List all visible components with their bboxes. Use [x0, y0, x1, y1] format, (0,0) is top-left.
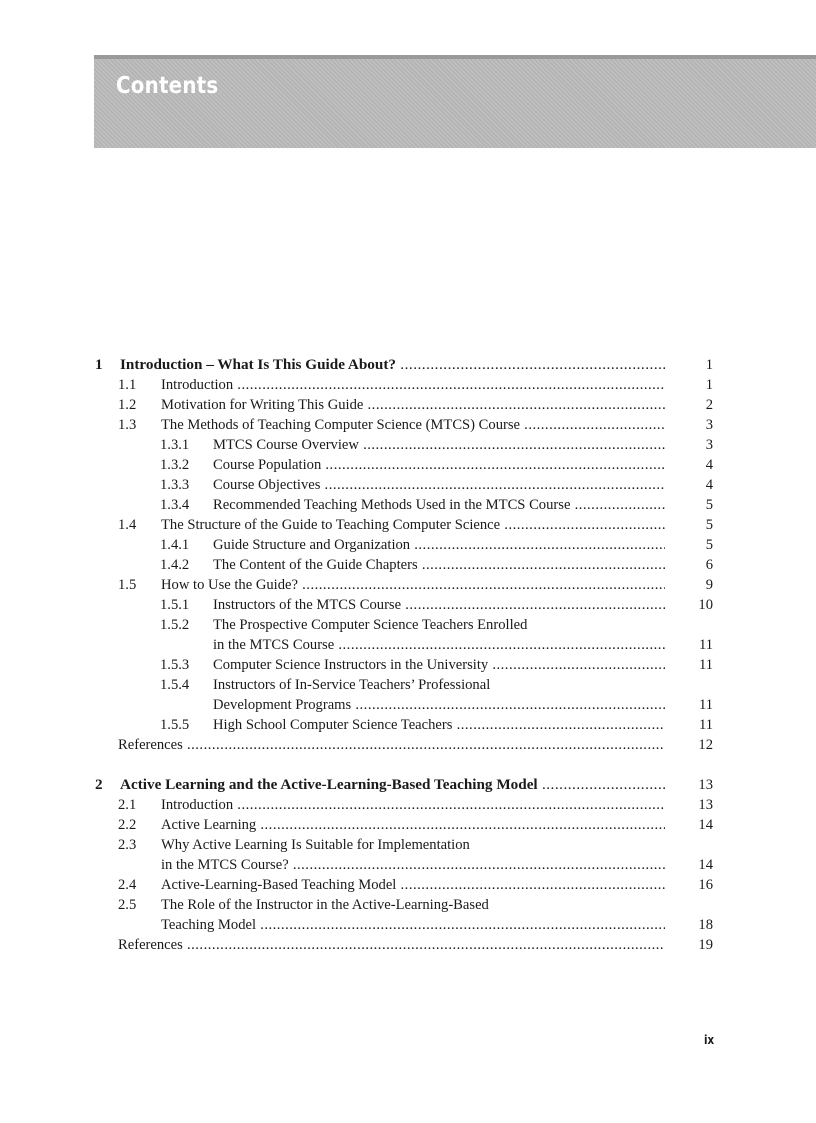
page-number: 2 — [705, 397, 713, 413]
page-number: 18 — [698, 917, 713, 933]
entry-number: 1.5.4 — [160, 677, 190, 693]
page-number: 11 — [698, 637, 713, 653]
entry-title: The Prospective Computer Science Teachers Enrolled — [213, 617, 528, 633]
entry-number: 1 — [95, 356, 103, 373]
page-folio: ix — [704, 1033, 715, 1047]
page-number: 3 — [705, 437, 713, 453]
toc-chapter-2[interactable] — [95, 775, 665, 795]
entry-number: 1.4 — [118, 517, 137, 533]
entry-title: Instructors of the MTCS Course ..... — [213, 595, 665, 615]
entry-title: Active-Learning-Based Teaching Model ..... — [161, 875, 665, 895]
entry-title: Introduction ..... — [161, 375, 665, 395]
toc-entry-1-5-2-continued[interactable] — [213, 635, 665, 655]
entry-title: Guide Structure and Organization ..... — [213, 535, 665, 555]
toc-entry-1-3-1[interactable] — [160, 435, 665, 455]
toc-references-2[interactable] — [118, 935, 665, 955]
entry-title-continued: in the MTCS Course ..... — [213, 635, 665, 655]
page-number: 6 — [705, 557, 713, 573]
toc-entry-1-3-4[interactable] — [160, 495, 665, 515]
toc-entry-1-3-2[interactable] — [160, 455, 665, 475]
entry-title: Active Learning ..... — [161, 815, 665, 835]
entry-number: 1.3.4 — [160, 497, 190, 513]
entry-number: 2.5 — [118, 897, 137, 913]
entry-number: 1.3.3 — [160, 477, 190, 493]
toc-entry-1-5[interactable] — [118, 575, 665, 595]
page-number: 3 — [705, 417, 713, 433]
toc-entry-2-5-continued[interactable] — [161, 915, 665, 935]
toc-entry-2-5[interactable] — [118, 895, 665, 915]
toc-entry-2-3-continued[interactable] — [161, 855, 665, 875]
toc-entry-1-3[interactable] — [118, 415, 665, 435]
page-number: 19 — [698, 937, 713, 953]
entry-title: The Methods of Teaching Computer Science (MTCS) Course ..... — [161, 415, 665, 435]
toc-entry-1-5-3[interactable] — [160, 655, 665, 675]
entry-number: 2 — [95, 776, 103, 793]
toc-entry-2-4[interactable] — [118, 875, 665, 895]
entry-title: The Structure of the Guide to Teaching Computer Science ..... — [161, 515, 665, 535]
toc-entry-1-5-5[interactable] — [160, 715, 665, 735]
entry-title-continued: Development Programs ..... — [213, 695, 665, 715]
entry-number: 1.3.1 — [160, 437, 190, 453]
page-number: 13 — [698, 777, 713, 793]
entry-title: Instructors of In-Service Teachers’ Professional — [213, 677, 491, 693]
toc-entry-1-4-2[interactable] — [160, 555, 665, 575]
page-number: 9 — [705, 577, 713, 593]
entry-number: 1.5.2 — [160, 617, 190, 633]
toc-chapter-1[interactable] — [95, 355, 665, 375]
page-number: 4 — [705, 457, 713, 473]
toc-entry-1-5-1[interactable] — [160, 595, 665, 615]
page-number: 11 — [698, 717, 713, 733]
entry-title-continued: in the MTCS Course? ..... — [161, 855, 665, 875]
entry-title: References ..... — [118, 735, 665, 755]
entry-title: Introduction – What Is This Guide About? ..... — [120, 355, 665, 375]
entry-title: Introduction ..... — [161, 795, 665, 815]
page-number: 5 — [705, 537, 713, 553]
page-number: 1 — [705, 377, 713, 393]
entry-title-continued: Teaching Model ..... — [161, 915, 665, 935]
page-number: 10 — [698, 597, 713, 613]
toc-entry-1-4[interactable] — [118, 515, 665, 535]
contents-banner — [94, 55, 816, 148]
toc-entry-1-3-3[interactable] — [160, 475, 665, 495]
entry-title: Active Learning and the Active-Learning-Based Teaching Model ..... — [120, 775, 665, 795]
page-number: 4 — [705, 477, 713, 493]
toc-entry-1-4-1[interactable] — [160, 535, 665, 555]
entry-number: 1.5.3 — [160, 657, 190, 673]
entry-number: 1.5.1 — [160, 597, 190, 613]
entry-title: References ..... — [118, 935, 665, 955]
page-number: 11 — [698, 697, 713, 713]
entry-number: 2.2 — [118, 817, 137, 833]
toc-entry-1-2[interactable] — [118, 395, 665, 415]
entry-title: How to Use the Guide? ..... — [161, 575, 665, 595]
entry-title: The Content of the Guide Chapters ..... — [213, 555, 665, 575]
page-number: 12 — [698, 737, 713, 753]
entry-number: 1.3 — [118, 417, 137, 433]
page-number: 13 — [698, 797, 713, 813]
entry-number: 1.5 — [118, 577, 137, 593]
entry-number: 1.1 — [118, 377, 137, 393]
page-number: 11 — [698, 657, 713, 673]
page-number: 16 — [698, 877, 713, 893]
entry-number: 1.2 — [118, 397, 137, 413]
entry-number: 1.5.5 — [160, 717, 190, 733]
toc-references-1[interactable] — [118, 735, 665, 755]
entry-number: 2.1 — [118, 797, 137, 813]
page-number: 14 — [698, 817, 713, 833]
toc-entry-2-1[interactable] — [118, 795, 665, 815]
page-number: 5 — [705, 497, 713, 513]
entry-number: 1.4.2 — [160, 557, 190, 573]
page-number: 14 — [698, 857, 713, 873]
entry-number: 1.4.1 — [160, 537, 190, 553]
toc-entry-2-3[interactable] — [118, 835, 665, 855]
toc-entry-1-1[interactable] — [118, 375, 665, 395]
entry-title: The Role of the Instructor in the Active-Learning-Based — [161, 897, 489, 913]
toc-entry-1-5-2[interactable] — [160, 615, 665, 635]
entry-title: Course Objectives ..... — [213, 475, 665, 495]
toc-entry-1-5-4-continued[interactable] — [213, 695, 665, 715]
entry-number: 2.4 — [118, 877, 137, 893]
entry-title: MTCS Course Overview ..... — [213, 435, 665, 455]
entry-title: Recommended Teaching Methods Used in the MTCS Course ..... — [213, 495, 665, 515]
page-number: 1 — [705, 357, 713, 373]
entry-number: 1.3.2 — [160, 457, 190, 473]
entry-title: Motivation for Writing This Guide ..... — [161, 395, 665, 415]
entry-title: Course Population ..... — [213, 455, 665, 475]
entry-title: High School Computer Science Teachers ..... — [213, 715, 665, 735]
toc-entry-2-2[interactable] — [118, 815, 665, 835]
page-number: 5 — [705, 517, 713, 533]
entry-title: Computer Science Instructors in the University ..... — [213, 655, 665, 675]
toc-entry-1-5-4[interactable] — [160, 675, 665, 695]
entry-title: Why Active Learning Is Suitable for Implementation — [161, 837, 470, 853]
page-title: Contents — [116, 73, 219, 99]
entry-number: 2.3 — [118, 837, 137, 853]
